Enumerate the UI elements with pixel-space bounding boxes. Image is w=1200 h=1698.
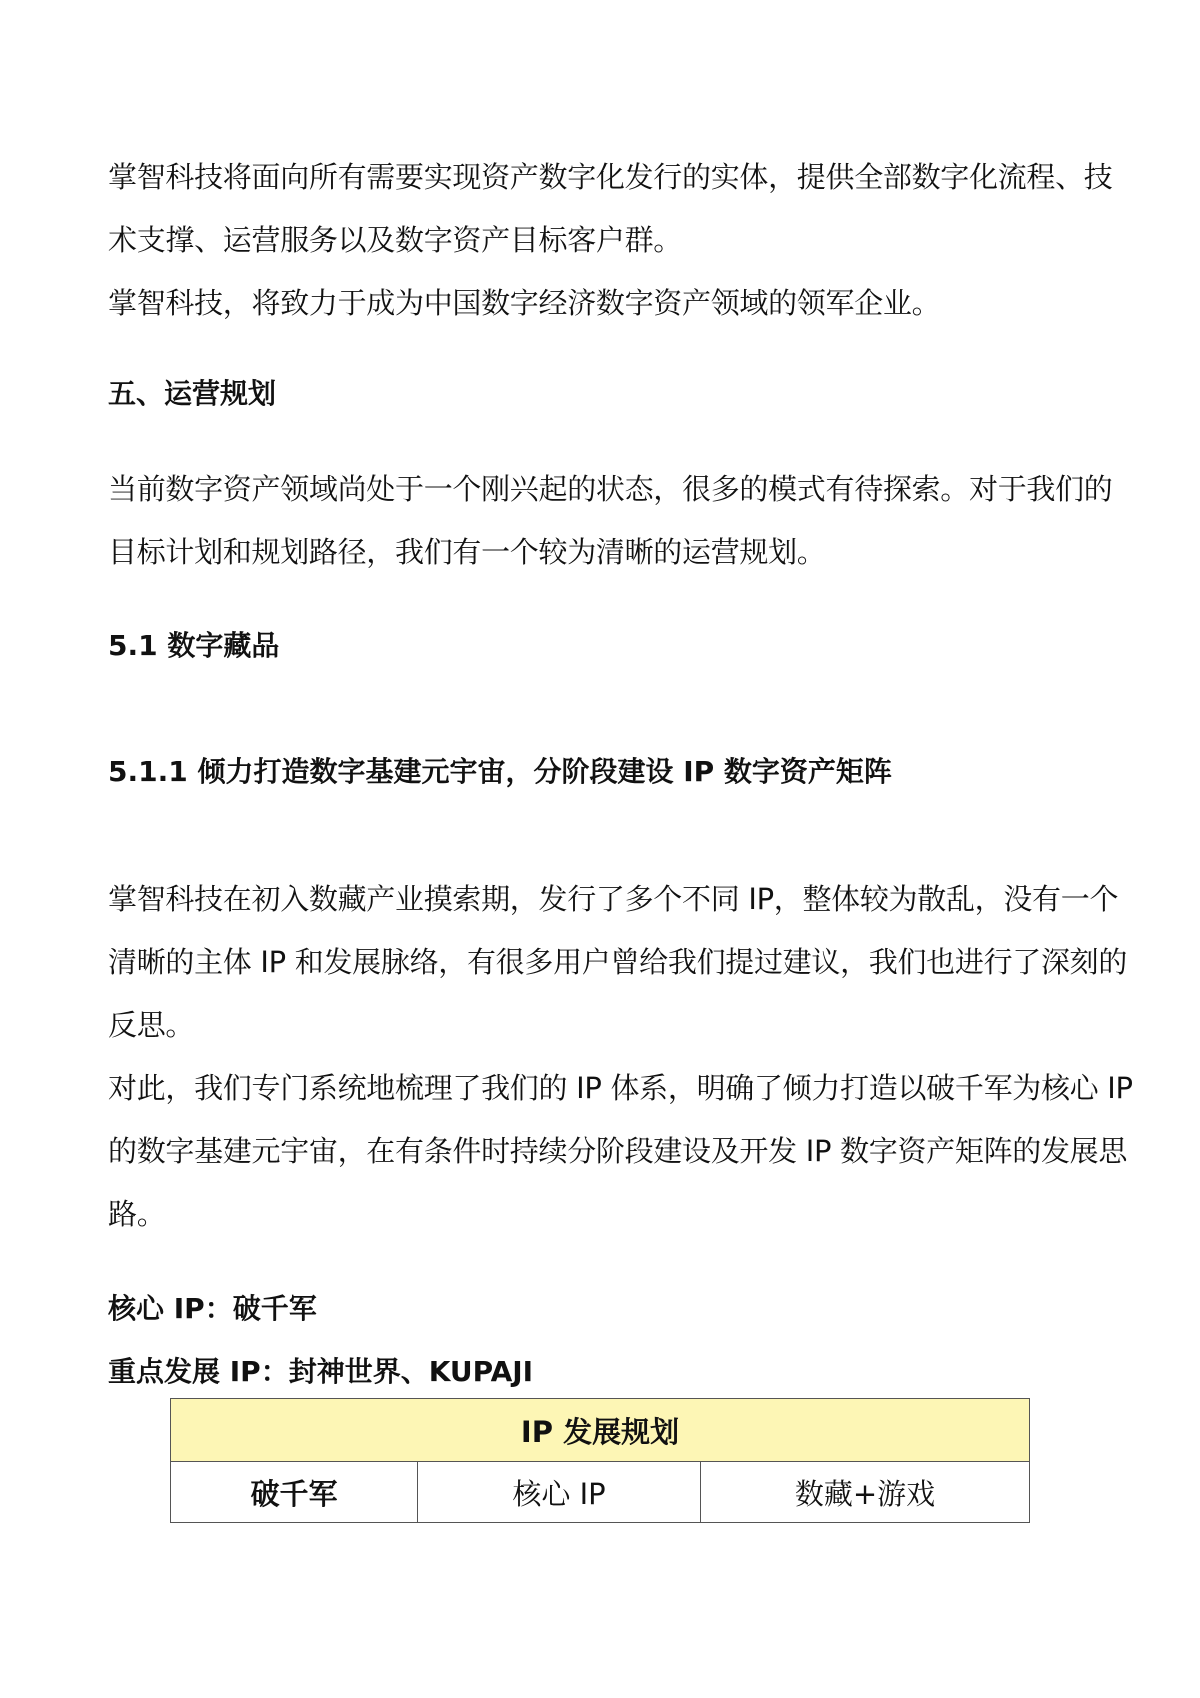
text-line: 的数字基建元宇宙，在有条件时持续分阶段建设及开发 IP 数字资产矩阵的发展思 bbox=[108, 1134, 1128, 1168]
section-5-1-1-paragraph-1 bbox=[108, 868, 1128, 1057]
text-line: 术支撑、运营服务以及数字资产目标客户群。 bbox=[108, 223, 683, 257]
text-line: 掌智科技，将致力于成为中国数字经济数字资产领域的领军企业。 bbox=[108, 286, 941, 320]
key-ip-label: 重点发展 IP：封神世界、KUPAJI bbox=[108, 1355, 534, 1388]
table-title-row bbox=[171, 1399, 1030, 1462]
text-line: 掌智科技在初入数藏产业摸索期，发行了多个不同 IP，整体较为散乱，没有一个 bbox=[108, 882, 1119, 916]
text-line: 路。 bbox=[108, 1197, 166, 1231]
section-5-1-1-paragraph-2 bbox=[108, 1057, 1133, 1246]
section-heading-5-1: 5.1 数字藏品 bbox=[108, 629, 280, 662]
ip-development-table bbox=[170, 1398, 1030, 1523]
table-row bbox=[171, 1462, 1030, 1523]
ip-name-cell: 破千军 bbox=[171, 1462, 418, 1523]
ip-role-cell: 核心 IP bbox=[418, 1462, 701, 1523]
text-line: 掌智科技将面向所有需要实现资产数字化发行的实体，提供全部数字化流程、技 bbox=[108, 160, 1113, 194]
section-heading-5-1-1: 5.1.1 倾力打造数字基建元宇宙，分阶段建设 IP 数字资产矩阵 bbox=[108, 755, 892, 788]
core-ip-label: 核心 IP：破千军 bbox=[108, 1292, 317, 1325]
text-line: 目标计划和规划路径，我们有一个较为清晰的运营规划。 bbox=[108, 535, 826, 569]
ip-type-cell: 数藏+游戏 bbox=[701, 1462, 1030, 1523]
intro-paragraph-2 bbox=[108, 272, 1098, 335]
text-line: 反思。 bbox=[108, 1008, 195, 1042]
text-line: 对此，我们专门系统地梳理了我们的 IP 体系，明确了倾力打造以破千军为核心 IP bbox=[108, 1071, 1133, 1105]
section-heading-5: 五、运营规划 bbox=[108, 377, 277, 410]
intro-paragraph-1 bbox=[108, 146, 1113, 272]
section-5-paragraph bbox=[108, 458, 1113, 584]
text-line: 清晰的主体 IP 和发展脉络，有很多用户曾给我们提过建议，我们也进行了深刻的 bbox=[108, 945, 1128, 979]
table-title-cell: IP 发展规划 bbox=[171, 1399, 1030, 1462]
text-line: 当前数字资产领域尚处于一个刚兴起的状态，很多的模式有待探索。对于我们的 bbox=[108, 472, 1113, 506]
